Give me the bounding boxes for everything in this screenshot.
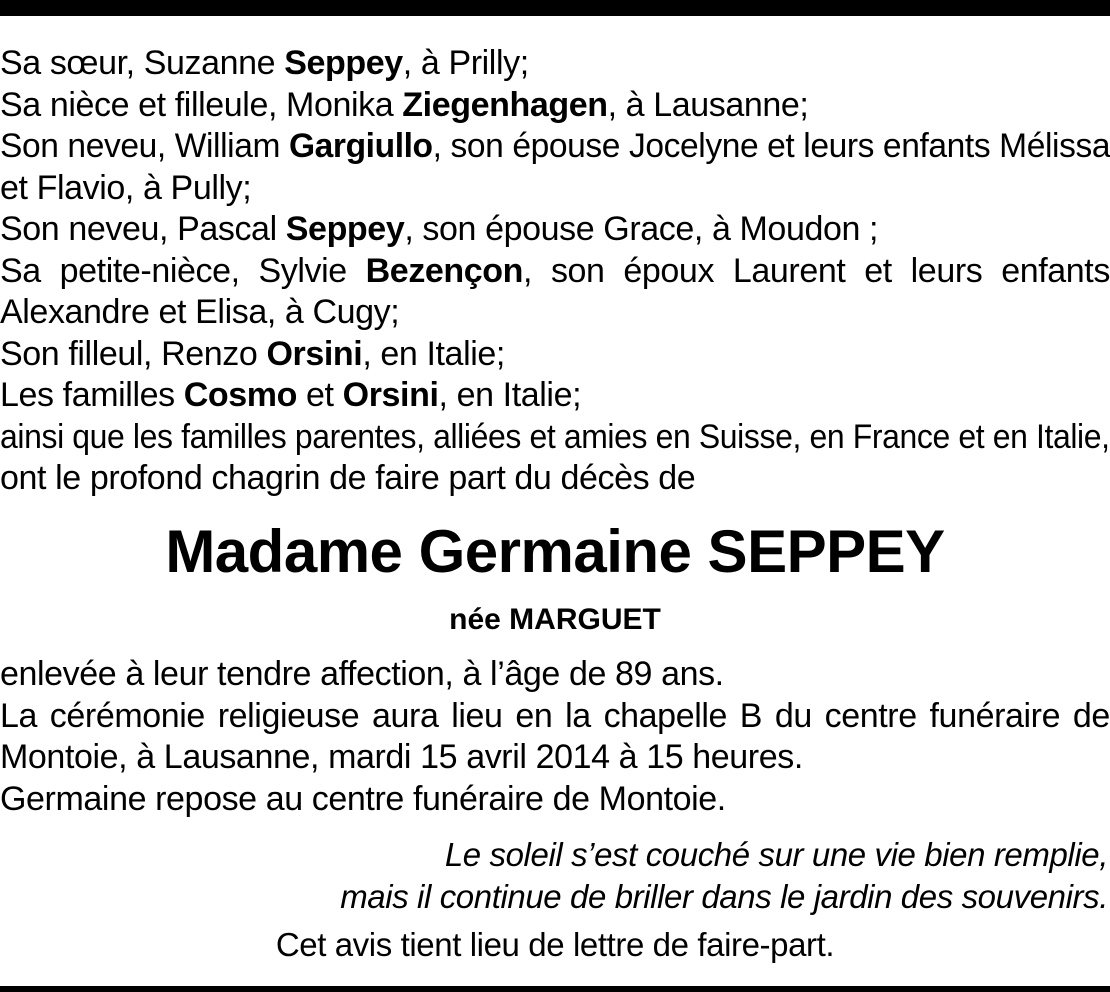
word: enfants: [1001, 251, 1110, 290]
top-rule: [0, 0, 1110, 16]
word: [366, 251, 532, 293]
text: Les familles: [0, 376, 184, 414]
text: ,: [523, 251, 533, 290]
text: Son neveu, William: [0, 127, 289, 165]
word: et: [864, 251, 892, 290]
text: Son filleul, Renzo: [0, 334, 267, 373]
family-name: Orsini: [342, 376, 439, 414]
word: en: [515, 696, 553, 735]
word: époux: [623, 251, 715, 290]
word: du: [774, 696, 812, 735]
family-line-relatives: [0, 417, 1110, 459]
text: , à Lausanne;: [607, 85, 809, 124]
word: centre: [824, 696, 917, 735]
family-line-families: [0, 375, 1110, 417]
word: cérémonie: [49, 696, 205, 735]
text: , à Prilly;: [402, 44, 529, 82]
word: Laurent: [732, 251, 846, 290]
details-line-age: enlevée à leur tendre affection, à l’âge de 89 ans.: [0, 655, 724, 693]
word: leurs: [910, 251, 983, 290]
family-line-grandniece-cont: [0, 292, 1110, 334]
text: et: [297, 376, 343, 414]
family-name: Orsini: [266, 334, 363, 373]
text: Son neveu, Pascal: [0, 210, 286, 248]
text: et Flavio, à Pully;: [0, 168, 252, 207]
word: La: [0, 696, 38, 735]
text: ainsi que les familles parentes, alliées et amies en Suisse, en France et en Italie,: [0, 417, 1110, 456]
family-name: Bezençon: [365, 251, 524, 290]
text: , en Italie;: [362, 334, 505, 373]
closing-note: Cet avis tient lieu de lettre de faire-part.: [275, 926, 835, 963]
quote-line-2: mais il continue de briller dans le jardin des souvenirs.: [340, 877, 1108, 915]
text: Sa sœur, Suzanne: [0, 44, 285, 82]
text: , son épouse Grace, à Moudon ;: [404, 210, 879, 248]
details-line-rest: Germaine repose au centre funéraire de Montoie.: [0, 779, 726, 818]
bottom-rule: [0, 986, 1110, 992]
word: petite-nièce,: [59, 251, 240, 290]
word: funéraire: [929, 696, 1061, 735]
details-line-date: Montoie, à Lausanne, mardi 15 avril 2014 à 15 heures.: [0, 738, 803, 776]
word: Sylvie: [258, 251, 347, 290]
family-line-niece: [0, 85, 1110, 127]
word: aura: [372, 696, 439, 735]
word: religieuse: [217, 696, 360, 735]
family-name: Cosmo: [183, 376, 297, 414]
family-line-sister: [0, 43, 1110, 85]
family-line-grandniece: [0, 251, 1110, 293]
family-line-nephew-william: [0, 126, 1110, 168]
family-line-nephew-pascal: [0, 209, 1110, 251]
text: Alexandre et Elisa, à Cugy;: [0, 293, 400, 331]
quote-line-1: Le soleil s’est couché sur une vie bien remplie,: [444, 836, 1108, 873]
family-line-nephew-william-cont: [0, 168, 1110, 210]
family-name: Seppey: [284, 44, 403, 82]
word: son: [550, 251, 605, 290]
deceased-name: Madame Germaine SEPPEY: [165, 518, 945, 585]
text: , en Italie;: [438, 376, 582, 414]
maiden-name: née MARGUET: [449, 603, 661, 636]
word: Sa: [0, 251, 41, 290]
text: ont le profond chagrin de faire part du décès de: [0, 459, 696, 497]
word: de: [1072, 696, 1110, 735]
family-line-godson: [0, 334, 1110, 376]
word: lieu: [451, 696, 503, 735]
word: chapelle: [603, 696, 728, 735]
ceremony-details: [0, 654, 1110, 820]
text: , son épouse Jocelyne et leurs enfants Mélissa: [432, 127, 1110, 165]
family-name: Gargiullo: [288, 127, 433, 165]
word: B: [739, 696, 763, 735]
family-name: Seppey: [285, 210, 405, 248]
family-list: [0, 43, 1110, 500]
family-line-announcement: [0, 458, 1110, 500]
word: la: [565, 696, 591, 735]
epitaph-quote: [340, 834, 1108, 917]
text: Sa nièce et filleule, Monika: [0, 85, 403, 124]
family-name: Ziegenhagen: [402, 85, 608, 124]
details-line-ceremony: [0, 696, 1110, 738]
